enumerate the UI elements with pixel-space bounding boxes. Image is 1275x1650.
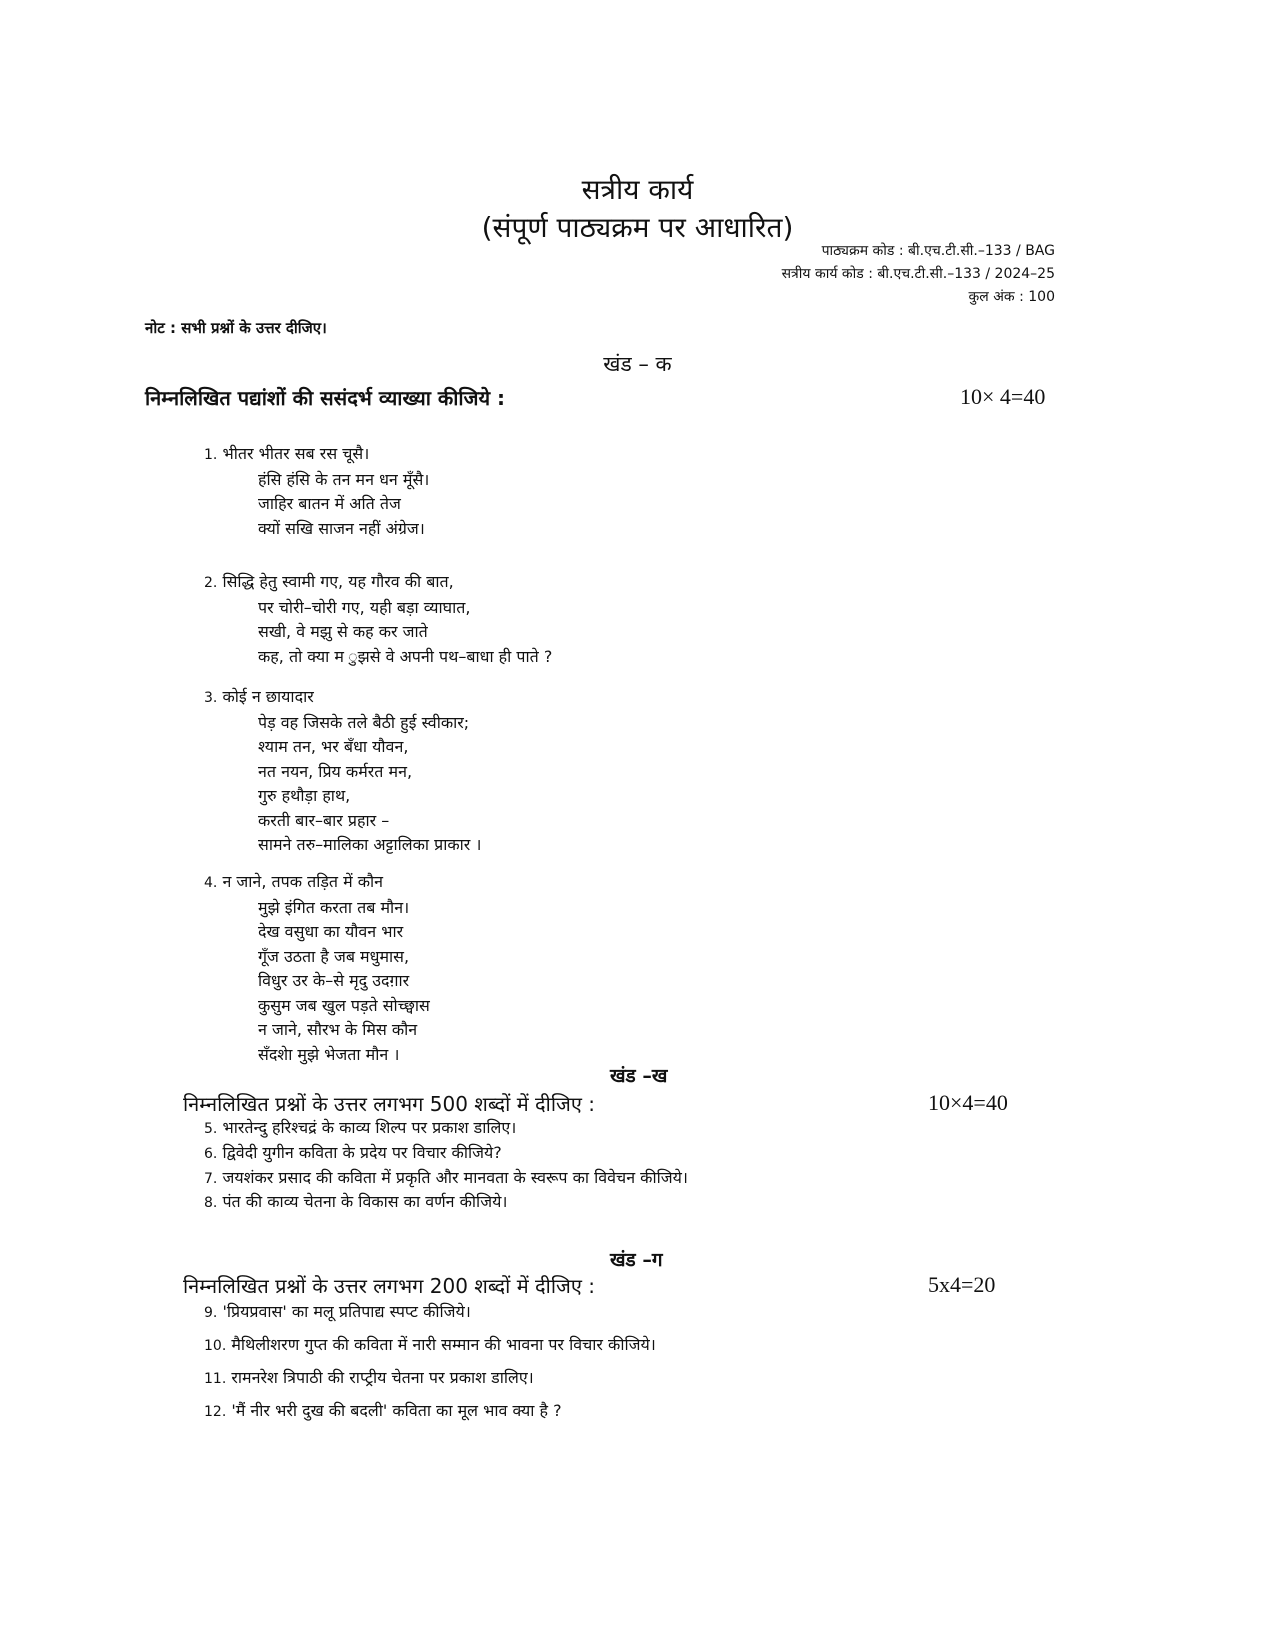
passage-line: सँदशेा मुझे भेजता मौन । — [258, 1044, 400, 1064]
question-7 — [204, 1166, 688, 1188]
question-text: पंत की काव्य चेतना के विकास का वर्णन कीजिये। — [222, 1192, 508, 1211]
assignment-code: सत्रीय कार्य कोड : बी.एच.टी.सी.–133 / 2024–25 — [781, 266, 1055, 282]
question-11 — [204, 1366, 534, 1388]
section-b-instruction: निम्नलिखित प्रश्नों के उत्तर लगभग 500 शब्दों में दीजिए : — [183, 1092, 595, 1116]
question-text: मैथिलीशरण गुप्त की कविता में नारी सम्मान की भावना पर विचार कीजिये। — [231, 1335, 656, 1354]
passage-line: नत नयन, प्रिय कर्मरत मन, — [258, 761, 413, 781]
note: नोट : सभी प्रश्नों के उत्तर दीजिए। — [145, 319, 327, 337]
question-5 — [204, 1116, 516, 1138]
passage-4 — [204, 870, 430, 1067]
section-b-marks: 10×4=40 — [928, 1090, 1008, 1115]
question-6 — [204, 1141, 502, 1163]
passage-line: गूँज उठता है जब मधुमास, — [258, 946, 410, 966]
question-text: 'प्रियप्रवास' का मलू प्रतिपाद्य स्पप्ट कीजिये। — [222, 1302, 471, 1321]
section-c-instruction: निम्नलिखित प्रश्नों के उत्तर लगभग 200 शब्दों में दीजिए : — [183, 1274, 595, 1298]
passage-line: कह, तो क्या म ुझसे वे अपनी पथ–बाधा ही पाते ? — [258, 646, 553, 666]
passage-line: सखी, वे मझु से कह कर जाते — [258, 622, 428, 641]
question-number: 11. — [204, 1371, 227, 1387]
section-a-heading: खंड – क — [603, 352, 672, 376]
passage-line: पेड़ वह जिसके तले बैठी हुई स्वीकार; — [258, 712, 470, 732]
passage-line: विधुर उर के–से मृदु उदग़ार — [258, 971, 410, 990]
passage-line: करती बार–बार प्रहार – — [258, 810, 390, 830]
section-c-heading: खंड –ग — [610, 1249, 663, 1271]
passage-number: 3. — [204, 690, 218, 706]
section-b-heading: खंड –ख — [610, 1065, 668, 1087]
question-number: 6. — [204, 1146, 218, 1162]
passage-line: जाहिर बातन में अति तेज — [258, 494, 401, 513]
passage-line: मुझे इंगित करता तब मौन। — [258, 897, 410, 917]
section-a-instruction: निम्नलिखित पद्यांशों की ससंदर्भ व्याख्या कीजिये : — [145, 386, 506, 410]
question-8 — [204, 1190, 507, 1212]
passage-line: कुसुम जब खुल पड़ते सोच्छ्वास — [258, 995, 430, 1015]
section-c-marks: 5x4=20 — [928, 1272, 996, 1297]
document-subtitle: (संपूर्ण पाठ्यक्रम पर आधारित) — [481, 211, 794, 244]
question-number: 10. — [204, 1338, 227, 1354]
passage-line: क्यों सखि साजन नहीं अंग्रेज। — [258, 518, 425, 538]
passage-line: श्याम तन, भर बँधा यौवन, — [258, 737, 409, 756]
passage-number: 2. — [204, 575, 218, 591]
passage-line: देख वसुधा का यौवन भार — [258, 922, 404, 941]
passage-3 — [204, 685, 481, 858]
passage-line: कोई न छायादार — [222, 687, 314, 706]
passage-line: गुरु हथौड़ा हाथ, — [258, 786, 351, 805]
passage-line: सिद्धि हेतु स्वामी गए, यह गौरव की बात, — [222, 572, 454, 591]
section-a-marks: 10× 4=40 — [960, 384, 1046, 409]
question-text: जयशंकर प्रसाद की कविता में प्रकृति और मानवता के स्वरूप का विवेचन कीजिये। — [222, 1168, 688, 1187]
passage-number: 4. — [204, 875, 218, 891]
passage-2 — [204, 570, 552, 669]
passage-number: 1. — [204, 447, 218, 463]
course-code: पाठ्यक्रम कोड : बी.एच.टी.सी.–133 / BAG — [821, 243, 1055, 259]
question-10 — [204, 1333, 656, 1355]
question-number: 5. — [204, 1121, 218, 1137]
passage-line: पर चोरी–चोरी गए, यही बड़ा व्याघात, — [258, 597, 471, 617]
passage-line: न जाने, सौरभ के मिस कौन — [258, 1020, 418, 1039]
passage-line: न जाने, तपक तड़ित में कौन — [222, 872, 384, 891]
question-text: 'मैं नीर भरी दुख की बदली' कविता का मूल भाव क्या है ? — [231, 1401, 562, 1420]
passage-1 — [204, 442, 429, 541]
question-number: 8. — [204, 1195, 218, 1211]
question-text: भारतेन्दु हरिश्चद्रं के काव्य शिल्प पर प्रकाश डालिए। — [222, 1118, 517, 1137]
question-12 — [204, 1399, 562, 1421]
passage-line: भीतर भीतर सब रस चूसै। — [222, 444, 370, 463]
question-number: 7. — [204, 1171, 218, 1187]
question-text: द्विवेदी युगीन कविता के प्रदेय पर विचार कीजिये? — [222, 1143, 502, 1162]
document-title: सत्रीय कार्य — [581, 173, 694, 206]
question-number: 9. — [204, 1305, 218, 1321]
passage-line: सामने तरु–मालिका अट्टालिका प्राकार । — [258, 835, 482, 854]
total-marks: कुल अंक : 100 — [968, 289, 1055, 305]
question-number: 12. — [204, 1404, 227, 1420]
question-9 — [204, 1300, 471, 1322]
question-text: रामनरेश त्रिपाठी की राप्ट्रीय चेतना पर प्रकाश डालिए। — [231, 1368, 534, 1387]
passage-line: हंसि हंसि के तन मन धन मूँसै। — [258, 469, 430, 489]
